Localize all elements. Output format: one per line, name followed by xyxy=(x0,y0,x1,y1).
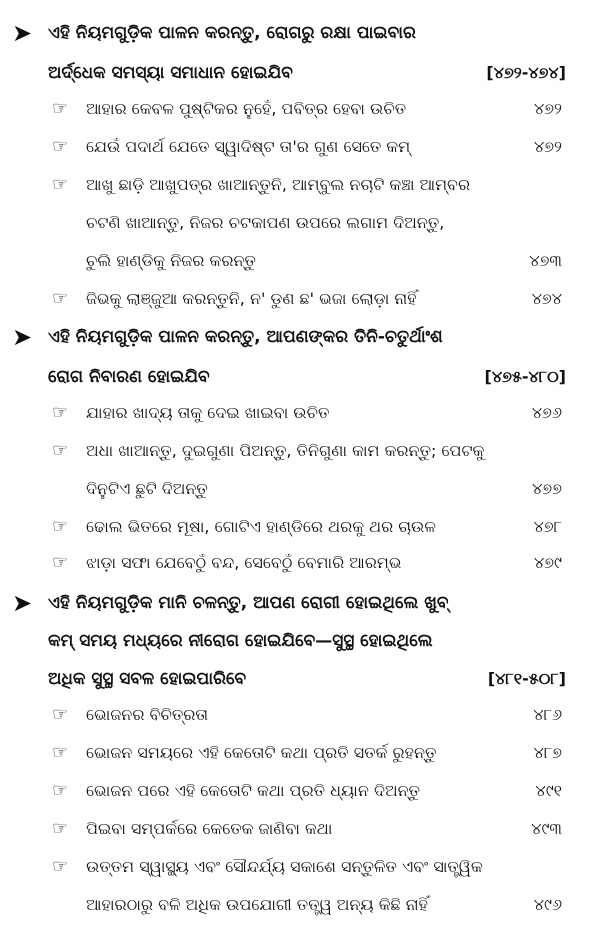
section-title-line: ଅର୍ଦ୍ଧେକ ସମସ୍ୟା ସମାଧାନ ହୋଇଯିବ xyxy=(48,63,293,83)
item-page-number: ୪୮୭ xyxy=(533,743,562,762)
page-range: [୪୭୨-୪୭୪] xyxy=(486,63,566,82)
pointing-hand-icon: ☞ xyxy=(52,98,69,119)
item-text: ପିଇବା ସମ୍ପର୍କରେ କେତେକ ଜାଣିବା କଥା xyxy=(86,819,333,838)
item-text: ଚୁଲି ହାଣ୍ଡିକୁ ନିଜର କରନ୍ତୁ xyxy=(86,251,256,270)
section-title-line: ରୋଗ ନିବାରଣ ହୋଇଯିବ xyxy=(48,367,210,387)
pointing-hand-icon: ☞ xyxy=(52,742,69,763)
page-range: [୪୮୧-୫୦୮] xyxy=(487,669,566,688)
section-title-line: ଏହି ନିୟମଗୁଡ଼ିକ ପାଳନ କରନ୍ତୁ, ଆପଣଙ୍କର ତିନି-ଚତୁର୍ଥାଂଶ xyxy=(48,327,443,347)
pointing-hand-icon: ☞ xyxy=(52,440,69,461)
pointing-hand-icon: ☞ xyxy=(52,780,69,801)
item-text: ଦିନୁଟିଏ ଛୁଟି ଦିଅନ୍ତୁ xyxy=(86,479,208,498)
pointing-hand-icon: ☞ xyxy=(52,818,69,839)
item-text: ଢୋଲ ଭିତରେ ମୂଷା, ଗୋଟିଏ ହାଣ୍ଡିରେ ଥରକୁ ଥର ଚାଉଳ xyxy=(86,517,436,536)
pointing-hand-icon: ☞ xyxy=(52,136,69,157)
item-text: ଭୋଜନର ବିଚିତ୍ରତା xyxy=(86,705,209,724)
pointing-hand-icon: ☞ xyxy=(52,174,69,195)
item-page-number: ୪୭୬ xyxy=(531,403,562,422)
item-text: ଯାହାର ଖାଦ୍ୟ ତାକୁ ଦେଇ ଖାଇବା ଉଚିତ xyxy=(86,403,330,422)
item-text: ଚଟଣି ଖାଆନ୍ତୁ, ନିଜର ଚଟକାପଣ ଉପରେ ଲଗାମ ଦିଅନ୍ତୁ, xyxy=(86,213,445,232)
item-page-number: ୪୮୬ xyxy=(533,705,562,724)
pointing-hand-icon: ☞ xyxy=(52,856,69,877)
item-page-number: ୪୭୪ xyxy=(531,289,562,308)
section-title-line: ଅଧିକ ସୁସ୍ଥ ସବଳ ହୋଇପାରିବେ xyxy=(48,669,247,689)
section-title-line: ଏହି ନିୟମଗୁଡ଼ିକ ପାଳନ କରନ୍ତୁ, ରୋଗରୁ ରକ୍ଷା ପାଇବାର xyxy=(48,23,416,43)
item-text: ଆହାରଠାରୁ ବଳି ଅଧିକ ଉପଯୋଗୀ ତତ୍ତ୍ୱ ଅନ୍ୟ କିଛି ନାହିଁ xyxy=(86,895,428,914)
item-page-number: ୪୭୯ xyxy=(533,553,562,572)
item-page-number: ୪୭୭ xyxy=(532,479,562,498)
item-text: ଯେଉଁ ପଦାର୍ଥ ଯେତେ ସ୍ୱାଦିଷ୍ଟ ତା'ର ଗୁଣ ସେତେ କମ୍ xyxy=(86,137,411,156)
pointing-hand-icon: ☞ xyxy=(52,704,69,725)
item-text: ଆଖୁ ଛାଡ଼ି ଆଖୁପତ୍ର ଖାଆନ୍ତୁନି, ଆମ୍ବୁଲ ନଚାଟି କଞ୍ଚା ଆମ୍ବର xyxy=(86,175,471,194)
item-text: ଉତ୍ତମ ସ୍ୱାସ୍ଥ୍ୟ ଏବଂ ସୌନ୍ଦର୍ଯ୍ୟ ସକାଶେ ସନ୍ତୁଳିତ ଏବଂ ସାତ୍ତ୍ୱିକ xyxy=(86,857,483,876)
item-text: ଜିଭକୁ ଲାଞ୍ଜୁଆ କରନ୍ତୁନି, ନ' ଡୁଣ ଛ' ଭଜା ଲୋଡ଼ା ନାହିଁ xyxy=(86,289,417,308)
section-arrow-icon: ➤ xyxy=(12,589,33,617)
item-page-number: ୪୭୨ xyxy=(533,137,562,156)
item-page-number: ୪୭୩ xyxy=(529,251,562,270)
item-text: ଭୋଜନ ସମୟରେ ଏହି କେତୋଟି କଥା ପ୍ରତି ସତର୍କ ରୁହନ୍ତୁ xyxy=(86,743,437,762)
item-text: ଝାଡ଼ା ସଫା ଯେବେଠୁଁ ବନ୍ଦ, ସେବେଠୁଁ ବେମାରି ଆରମ୍ଭ xyxy=(86,553,402,572)
pointing-hand-icon: ☞ xyxy=(52,402,69,423)
item-text: ଆହାର କେବଳ ପୁଷ୍ଟିକର ନୁହେଁ, ପବିତ୍ର ହେବା ଉଚିତ xyxy=(86,99,407,118)
page-range: [୪୭୫-୪୮୦] xyxy=(484,367,566,386)
item-page-number: ୪୯୩ xyxy=(531,819,562,838)
item-page-number: ୪୭୮ xyxy=(533,517,562,536)
section-arrow-icon: ➤ xyxy=(12,323,33,351)
item-page-number: ୪୯୧ xyxy=(535,781,562,800)
item-page-number: ୪୭୨ xyxy=(533,99,562,118)
section-title-line: କମ୍ ସମୟ ମଧ୍ୟରେ ନୀରୋଗ ହୋଇଯିବେ—ସୁସ୍ଥ ହୋଇଥିଲେ xyxy=(48,631,433,651)
pointing-hand-icon: ☞ xyxy=(52,552,69,573)
item-text: ଅଧା ଖାଆନ୍ତୁ, ଦୁଇଗୁଣା ପିଅନ୍ତୁ, ତିନିଗୁଣା କାମ କରନ୍ତୁ; ପେଟକୁ xyxy=(86,441,485,460)
item-page-number: ୪୯୬ xyxy=(533,895,562,914)
pointing-hand-icon: ☞ xyxy=(52,516,69,537)
section-title-line: ଏହି ନିୟମଗୁଡ଼ିକ ମାନି ଚଳନ୍ତୁ, ଆପଣ ରୋଗୀ ହୋଇଥିଲେ ଖୁବ୍ xyxy=(48,593,449,613)
section-arrow-icon: ➤ xyxy=(12,19,33,47)
pointing-hand-icon: ☞ xyxy=(52,288,69,309)
item-text: ଭୋଜନ ପରେ ଏହି କେତୋଟି କଥା ପ୍ରତି ଧ୍ୟାନ ଦିଅନ୍ତୁ xyxy=(86,781,421,800)
